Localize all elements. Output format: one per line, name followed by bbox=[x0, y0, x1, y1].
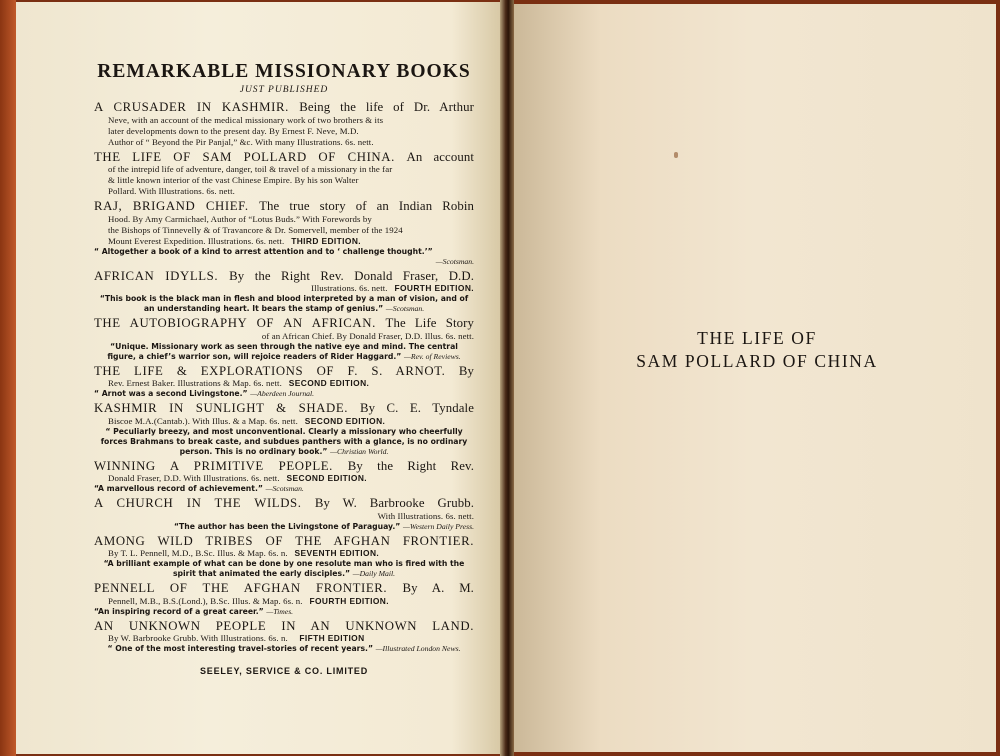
book-title: AMONG WILD TRIBES OF THE AFGHAN FRONTIER. bbox=[94, 533, 474, 548]
book-description: Pennell, M.B., B.S.(Lond.), B.Sc. Illus. & Map. 6s. n. bbox=[108, 595, 303, 606]
book-title-line bbox=[94, 199, 474, 214]
book-entry bbox=[94, 496, 474, 532]
book-description: By bbox=[458, 363, 474, 378]
book-description: Author of “ Beyond the Pir Panjal,” &c. With many Illustrations. 6s. nett. bbox=[108, 136, 374, 147]
page-blemish bbox=[674, 152, 678, 158]
review-quote-line bbox=[94, 607, 474, 617]
edition-label: SECOND EDITION. bbox=[304, 415, 386, 426]
review-quote: “A brilliant example of what can be done by one resolute man who is fired with the bbox=[103, 559, 465, 568]
review-quote: “ One of the most interesting travel-stories of recent years.” bbox=[107, 644, 374, 653]
book-description: By the Right Rev. Donald Fraser, D.D. bbox=[229, 268, 474, 283]
review-quote-text: figure, a chief’s warrior son, will rejoice readers of Rider Haggard.” bbox=[107, 351, 402, 361]
book-title: A CHURCH IN THE WILDS. bbox=[94, 496, 302, 510]
book-title: THE LIFE & EXPLORATIONS OF F. S. ARNOT. bbox=[94, 363, 446, 378]
book-description-with-edition bbox=[94, 236, 474, 247]
review-source: —Rev. of Reviews. bbox=[404, 351, 461, 361]
book-description: of an African Chief. By Donald Fraser, D.D. Illus. 6s. nett. bbox=[261, 330, 474, 341]
book-description: By C. E. Tyndale bbox=[360, 401, 474, 415]
review-quote: “An inspiring record of a great career.” bbox=[94, 606, 264, 616]
review-quote: “This book is the black man in flesh and blood interpreted by a man of vision, and of bbox=[99, 294, 469, 303]
book-title: THE LIFE OF SAM POLLARD OF CHINA. bbox=[94, 149, 395, 164]
page-heading: REMARKABLE MISSIONARY BOOKS bbox=[97, 61, 471, 82]
book-title: KASHMIR IN SUNLIGHT & SHADE. bbox=[94, 401, 349, 415]
edition-label: SECOND EDITION. bbox=[288, 378, 370, 388]
review-quote-line bbox=[94, 644, 474, 654]
book-description: Hood. By Amy Carmichael, Author of “Lotus Buds.” With Forewords by bbox=[108, 213, 372, 224]
book-description-with-edition bbox=[94, 548, 474, 559]
review-quote: “A marvellous record of achievement.” bbox=[94, 484, 263, 493]
book-title-line bbox=[94, 150, 474, 165]
review-quote-line bbox=[94, 389, 474, 399]
book-description: By the Right Rev. bbox=[347, 458, 475, 473]
review-quote-continued bbox=[94, 447, 474, 457]
edition-label: SEVENTH EDITION. bbox=[294, 548, 380, 558]
review-source-text: —Scotsman. bbox=[435, 256, 474, 266]
advertisement-column bbox=[94, 60, 474, 676]
book-description: Neve, with an account of the medical missionary work of two brothers & its bbox=[108, 114, 384, 125]
book-title: AFRICAN IDYLLS. bbox=[94, 268, 219, 283]
review-source: —Times. bbox=[266, 606, 294, 616]
book-description: The true story of an Indian Robin bbox=[259, 199, 474, 213]
review-source: —Daily Mail. bbox=[352, 569, 396, 578]
book-title-line bbox=[94, 496, 474, 511]
review-quote: “ Peculiarly breezy, and most unconventional. Clearly a missionary who cheerfully bbox=[105, 426, 463, 436]
review-quote: “ Altogether a book of a kind to arrest attention and to ‘ challenge thought.’” bbox=[94, 246, 433, 256]
book-description: Mount Everest Expedition. Illustrations. 6s. nett. bbox=[108, 235, 285, 246]
book-description-with-edition bbox=[94, 283, 474, 294]
review-quote: forces Brahmans to break caste, and subdues panthers with a glance, is no ordinary bbox=[100, 436, 468, 446]
cover-edge-left bbox=[0, 0, 16, 756]
book-title-line bbox=[94, 100, 474, 115]
book-title: WINNING A PRIMITIVE PEOPLE. bbox=[94, 458, 333, 473]
edition-label: FOURTH EDITION. bbox=[309, 595, 389, 606]
book-description: the Bishops of Tinnevelly & of Travancore & Dr. Somervell, member of the 1924 bbox=[108, 224, 403, 235]
book-description-with-edition bbox=[94, 416, 474, 427]
half-title-line-1: THE LIFE OF bbox=[697, 328, 817, 348]
publisher-imprint: SEELEY, SERVICE & CO. LIMITED bbox=[199, 666, 369, 676]
review-source: —Christian World. bbox=[330, 446, 389, 456]
book-description: With Illustrations. 6s. nett. bbox=[377, 510, 474, 521]
book-title-line bbox=[94, 459, 474, 474]
review-quote-continued bbox=[94, 304, 474, 314]
cover-edge-right bbox=[996, 0, 1000, 756]
book-entry bbox=[94, 269, 474, 315]
review-quote: “ Arnot was a second Livingstone.” bbox=[94, 389, 248, 398]
edition-label: FOURTH EDITION. bbox=[394, 283, 474, 293]
review-quote-line bbox=[94, 484, 474, 494]
book-entry bbox=[94, 199, 474, 267]
book-description: Illustrations. 6s. nett. bbox=[311, 283, 388, 293]
book-entry bbox=[94, 534, 474, 580]
book-entry bbox=[94, 581, 474, 617]
review-quote-text: an understanding heart. It bears the stamp of genius.” bbox=[143, 304, 384, 313]
half-title-page bbox=[514, 4, 996, 752]
book-entry bbox=[94, 619, 474, 655]
edition-label: THIRD EDITION. bbox=[291, 235, 361, 246]
book-description: of the intrepid life of adventure, danger, toil & travel of a missionary in the far bbox=[108, 164, 393, 174]
half-title-line-2: SAM POLLARD OF CHINA bbox=[636, 351, 878, 371]
review-source: —Scotsman. bbox=[385, 304, 425, 313]
review-quote-text: person. This is no ordinary book.” bbox=[179, 446, 328, 456]
book-title-line bbox=[94, 401, 474, 416]
book-description-with-edition bbox=[94, 473, 474, 484]
book-description: An account bbox=[406, 149, 474, 164]
book-entry bbox=[94, 364, 474, 400]
book-description: By A. M. bbox=[402, 581, 474, 595]
book-description: The Life Story bbox=[385, 316, 474, 330]
book-description: By W. Barbrooke Grubb. bbox=[314, 496, 474, 510]
book-title: PENNELL OF THE AFGHAN FRONTIER. bbox=[94, 581, 388, 595]
review-quote-continued bbox=[94, 352, 474, 362]
book-title-line bbox=[94, 269, 474, 284]
book-description: By W. Barbrooke Grubb. With Illustrations. 6s. n. bbox=[108, 633, 288, 643]
review-source: —Aberdeen Journal. bbox=[250, 389, 315, 398]
book-entry bbox=[94, 459, 474, 495]
half-title bbox=[514, 327, 996, 373]
book-title-line bbox=[94, 364, 474, 379]
book-entry bbox=[94, 100, 474, 148]
book-description: later developments down to the present day. By Ernest F. Neve, M.D. bbox=[108, 125, 359, 136]
review-source: —Western Daily Press. bbox=[403, 521, 474, 531]
book-title-line bbox=[94, 316, 474, 331]
book-description: By T. L. Pennell, M.D., B.Sc. Illus. & Map. 6s. n. bbox=[108, 548, 288, 558]
book-entry bbox=[94, 150, 474, 198]
review-source bbox=[94, 257, 474, 267]
book-description-with-edition bbox=[94, 596, 474, 607]
book-description-with-edition bbox=[94, 378, 474, 389]
book-entry bbox=[94, 316, 474, 362]
review-source: —Illustrated London News. bbox=[375, 644, 461, 653]
book-title: THE AUTOBIOGRAPHY OF AN AFRICAN. bbox=[94, 316, 376, 330]
review-quote: “Unique. Missionary work as seen through the native eye and mind. The central bbox=[110, 341, 458, 351]
edition-label: FIFTH EDITION bbox=[299, 633, 365, 643]
review-quote-continued bbox=[94, 569, 474, 579]
review-source: —Scotsman. bbox=[265, 484, 304, 493]
review-quote-text: spirit that animated the early disciples.” bbox=[172, 569, 351, 578]
book-description: Rev. Ernest Baker. Illustrations & Map. 6s. nett. bbox=[108, 378, 282, 388]
edition-label: SECOND EDITION. bbox=[286, 473, 367, 483]
book-title: A CRUSADER IN KASHMIR. bbox=[94, 100, 289, 114]
review-quote: “The author has been the Livingstone of Paraguay.” bbox=[173, 521, 401, 531]
review-quote-line bbox=[94, 522, 474, 532]
advertisement-page bbox=[16, 2, 500, 754]
book-description: Biscoe M.A.(Cantab.). With Illus. & a Map. 6s. nett. bbox=[108, 415, 298, 426]
book-description: & little known interior of the vast Chinese Empire. By his son Walter bbox=[108, 175, 359, 185]
book-title: AN UNKNOWN PEOPLE IN AN UNKNOWN LAND. bbox=[94, 618, 474, 633]
book-title: RAJ, BRIGAND CHIEF. bbox=[94, 199, 249, 213]
page-subheading: JUST PUBLISHED bbox=[239, 85, 329, 95]
book-description-with-edition bbox=[94, 633, 474, 644]
book-description: Pollard. With Illustrations. 6s. nett. bbox=[108, 186, 235, 196]
book-entry bbox=[94, 401, 474, 457]
book-title-line bbox=[94, 581, 474, 596]
book-gutter bbox=[500, 0, 514, 756]
book-description: Donald Fraser, D.D. With Illustrations. 6s. nett. bbox=[108, 473, 280, 483]
book-description: Being the life of Dr. Arthur bbox=[299, 100, 474, 114]
